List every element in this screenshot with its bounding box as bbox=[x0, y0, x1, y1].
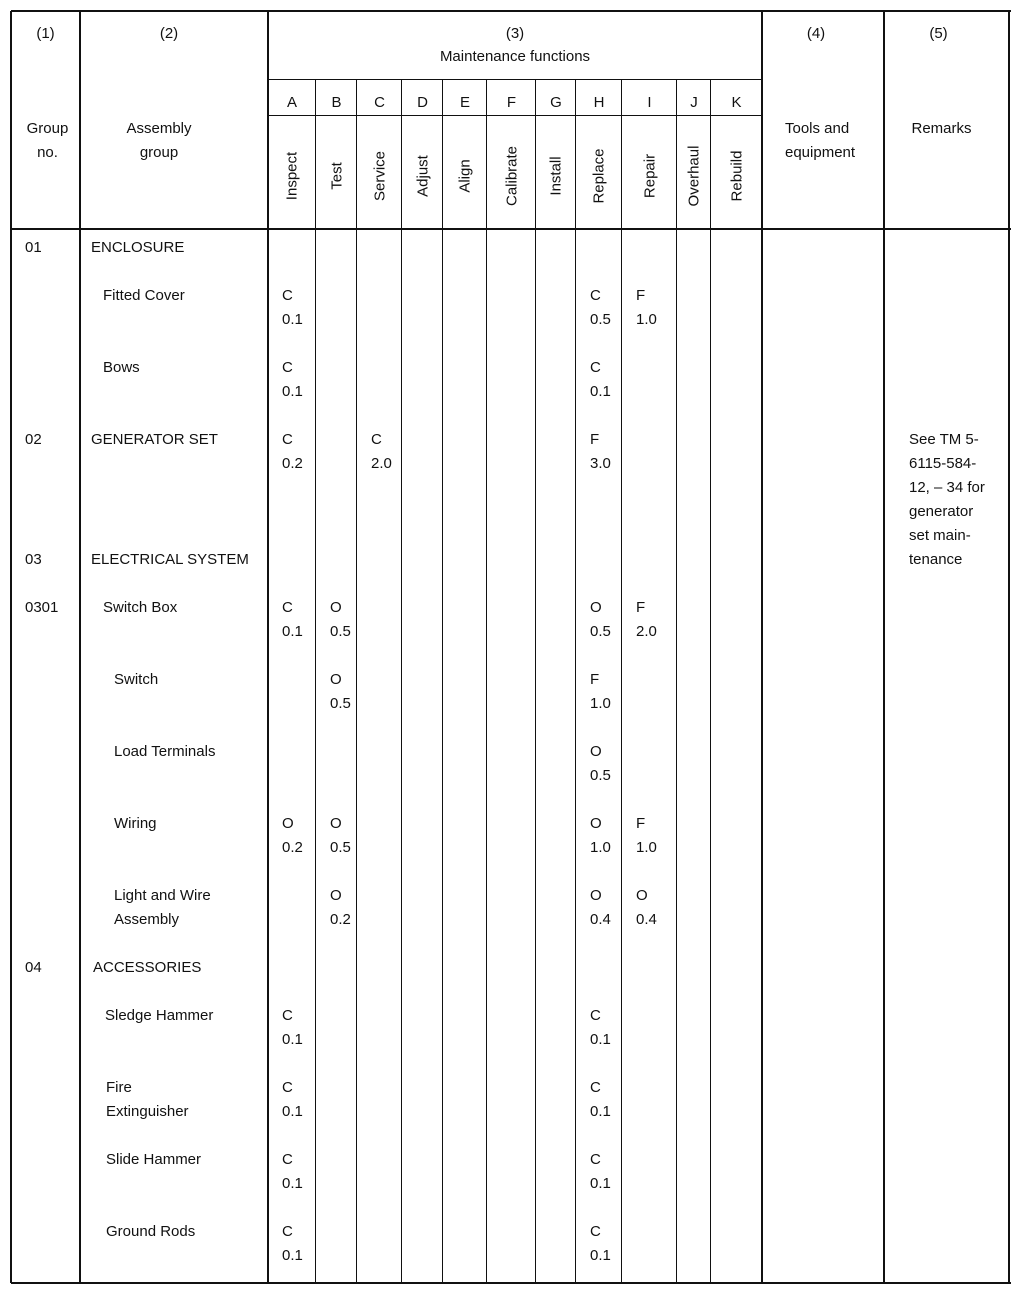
col5-number: (5) bbox=[929, 25, 948, 42]
maintenance-code-h: C bbox=[590, 1151, 601, 1168]
grid-vline bbox=[79, 11, 81, 1283]
maintenance-code-h: 0.1 bbox=[590, 1031, 611, 1048]
remarks-note: 6115-584- bbox=[909, 455, 977, 472]
maintenance-code-i: 1.0 bbox=[636, 839, 657, 856]
maintenance-code-a: 0.1 bbox=[282, 1175, 303, 1192]
group-number: 02 bbox=[25, 431, 42, 448]
assembly-group-header: Assembly bbox=[126, 120, 192, 137]
maintenance-code-i: F bbox=[636, 815, 646, 832]
group-number: 04 bbox=[25, 959, 42, 976]
maintenance-code-h: O bbox=[590, 599, 602, 616]
maintenance-code-b: O bbox=[330, 671, 342, 688]
function-letter-a: A bbox=[286, 94, 297, 111]
maintenance-code-b: 0.5 bbox=[330, 839, 351, 856]
function-name-rebuild: Rebuild bbox=[728, 150, 745, 202]
function-letter-d: D bbox=[417, 94, 428, 111]
maintenance-code-i: F bbox=[636, 287, 646, 304]
maintenance-code-b: 0.5 bbox=[330, 623, 351, 640]
grid-vline bbox=[575, 79, 576, 1283]
maintenance-code-a: 0.1 bbox=[282, 1031, 303, 1048]
group-no-header: no. bbox=[37, 144, 58, 161]
group-number: 01 bbox=[25, 239, 42, 256]
grid-vline bbox=[401, 79, 402, 1283]
remarks-note: 12, – 34 for bbox=[909, 479, 985, 496]
maintenance-code-h: O bbox=[590, 815, 602, 832]
maintenance-code-a: C bbox=[282, 599, 293, 616]
maintenance-code-h: C bbox=[590, 359, 601, 376]
maintenance-code-b: 0.2 bbox=[330, 911, 351, 928]
grid-vline bbox=[1008, 11, 1010, 1283]
assembly-name: Sledge Hammer bbox=[105, 1007, 214, 1024]
grid-vline bbox=[710, 79, 711, 1283]
grid-vline bbox=[761, 11, 763, 1283]
grid-hline-bottom bbox=[11, 1282, 1011, 1284]
remarks-note: generator bbox=[909, 503, 974, 520]
maintenance-code-a: 0.2 bbox=[282, 455, 303, 472]
function-letter-e: E bbox=[459, 94, 470, 111]
tools-equipment-header: Tools and bbox=[785, 120, 850, 137]
col2-number: (2) bbox=[159, 25, 179, 42]
maintenance-code-c: 2.0 bbox=[371, 455, 392, 472]
maintenance-code-i: 0.4 bbox=[636, 911, 657, 928]
assembly-name: Ground Rods bbox=[106, 1223, 196, 1240]
col1-number: (1) bbox=[36, 25, 55, 42]
maintenance-code-h: 0.1 bbox=[590, 1103, 611, 1120]
maintenance-code-h: 0.5 bbox=[590, 623, 611, 640]
maintenance-code-i: 1.0 bbox=[636, 311, 657, 328]
grid-vline bbox=[267, 11, 269, 1283]
maintenance-code-h: F bbox=[590, 431, 600, 448]
grid-vline bbox=[621, 79, 622, 1283]
assembly-name: Assembly bbox=[114, 911, 180, 928]
grid-hline-top bbox=[11, 10, 1011, 12]
grid-vline bbox=[10, 11, 12, 1283]
grid-vline bbox=[535, 79, 536, 1283]
tools-equipment-header: equipment bbox=[785, 144, 856, 161]
function-name-inspect: Inspect bbox=[283, 151, 301, 201]
function-name-test: Test bbox=[328, 162, 345, 190]
maintenance-code-h: C bbox=[590, 1007, 601, 1024]
maintenance-code-a: 0.2 bbox=[282, 839, 303, 856]
maintenance-code-a: 0.1 bbox=[282, 623, 303, 640]
maintenance-code-a: 0.1 bbox=[282, 383, 303, 400]
maintenance-code-i: F bbox=[636, 599, 646, 616]
maintenance-code-a: C bbox=[282, 1151, 293, 1168]
function-letter-c: C bbox=[374, 94, 385, 111]
maintenance-code-a: 0.1 bbox=[282, 311, 303, 328]
col4-number: (4) bbox=[806, 25, 826, 42]
grid-vline bbox=[315, 79, 316, 1283]
remarks-header: Remarks bbox=[911, 120, 972, 137]
maintenance-code-h: 0.1 bbox=[590, 383, 611, 400]
maintenance-code-h: 1.0 bbox=[590, 839, 611, 856]
assembly-name: ELECTRICAL SYSTEM bbox=[91, 551, 249, 568]
remarks-note: set main- bbox=[909, 527, 971, 544]
function-name-adjust: Adjust bbox=[414, 155, 431, 197]
maintenance-code-h: 0.5 bbox=[590, 767, 611, 784]
maintenance-code-a: C bbox=[282, 1007, 293, 1024]
col3-number: (3) bbox=[505, 25, 525, 42]
function-letter-b: B bbox=[331, 94, 342, 111]
function-name-replace: Replace bbox=[590, 148, 608, 204]
maintenance-code-h: 0.1 bbox=[590, 1175, 611, 1192]
group-number: 03 bbox=[25, 551, 42, 568]
grid-hline-letters bbox=[268, 115, 762, 116]
function-name-calibrate: Calibrate bbox=[503, 145, 520, 207]
maintenance-code-h: O bbox=[590, 743, 602, 760]
maintenance-code-i: O bbox=[636, 887, 648, 904]
assembly-name: GENERATOR SET bbox=[91, 431, 218, 448]
maintenance-code-h: 3.0 bbox=[590, 455, 611, 472]
assembly-name: Extinguisher bbox=[106, 1103, 189, 1120]
assembly-name: Switch Box bbox=[103, 599, 178, 616]
grid-vline bbox=[486, 79, 487, 1283]
assembly-name: Wiring bbox=[114, 815, 157, 832]
maintenance-code-a: C bbox=[282, 287, 293, 304]
maintenance-code-h: 0.4 bbox=[590, 911, 611, 928]
grid-vline bbox=[356, 79, 357, 1283]
assembly-name: Light and Wire bbox=[114, 887, 211, 904]
maintenance-code-h: F bbox=[590, 671, 600, 688]
function-letter-g: G bbox=[550, 94, 562, 111]
function-name-overhaul: Overhaul bbox=[685, 145, 703, 207]
assembly-group-header: group bbox=[139, 144, 179, 161]
maintenance-code-h: 0.1 bbox=[590, 1247, 611, 1264]
grid-hline-header bbox=[11, 228, 1011, 230]
group-number: 0301 bbox=[25, 599, 59, 616]
maintenance-code-a: 0.1 bbox=[282, 1103, 303, 1120]
maintenance-code-h: O bbox=[590, 887, 602, 904]
function-name-repair: Repair bbox=[641, 153, 658, 199]
assembly-name: Load Terminals bbox=[114, 743, 216, 760]
remarks-note: See TM 5- bbox=[909, 431, 979, 448]
assembly-name: ACCESSORIES bbox=[93, 959, 202, 976]
maintenance-code-b: O bbox=[330, 815, 342, 832]
grid-hline-functions bbox=[268, 79, 762, 80]
maintenance-code-h: 1.0 bbox=[590, 695, 611, 712]
function-letter-i: I bbox=[647, 94, 652, 111]
maintenance-code-h: C bbox=[590, 1223, 601, 1240]
maintenance-code-b: O bbox=[330, 887, 342, 904]
maintenance-code-a: O bbox=[282, 815, 294, 832]
function-name-service: Service bbox=[371, 150, 388, 202]
grid-vline bbox=[883, 11, 885, 1283]
maintenance-code-a: C bbox=[282, 359, 293, 376]
assembly-name: Bows bbox=[103, 359, 140, 376]
maintenance-code-b: 0.5 bbox=[330, 695, 351, 712]
maintenance-code-b: O bbox=[330, 599, 342, 616]
function-letter-h: H bbox=[593, 94, 605, 111]
function-name-align: Align bbox=[456, 159, 474, 193]
function-name-install: Install bbox=[547, 156, 565, 196]
maintenance-code-i: 2.0 bbox=[636, 623, 657, 640]
maintenance-code-a: 0.1 bbox=[282, 1247, 303, 1264]
maintenance-functions-title: Maintenance functions bbox=[439, 48, 591, 65]
function-letter-f: F bbox=[506, 94, 517, 111]
maintenance-code-a: C bbox=[282, 431, 293, 448]
maintenance-code-c: C bbox=[371, 431, 382, 448]
grid-vline bbox=[676, 79, 677, 1283]
function-letter-j: J bbox=[690, 94, 698, 111]
assembly-name: Fitted Cover bbox=[103, 287, 185, 304]
assembly-name: ENCLOSURE bbox=[91, 239, 185, 256]
assembly-name: Fire bbox=[106, 1079, 132, 1096]
grid-vline bbox=[442, 79, 443, 1283]
maintenance-code-h: 0.5 bbox=[590, 311, 611, 328]
assembly-name: Switch bbox=[114, 671, 159, 688]
maintenance-code-a: C bbox=[282, 1079, 293, 1096]
maintenance-code-h: C bbox=[590, 1079, 601, 1096]
group-no-header: Group bbox=[26, 120, 69, 137]
remarks-note: tenance bbox=[909, 551, 963, 568]
function-letter-k: K bbox=[731, 94, 742, 111]
maintenance-code-a: C bbox=[282, 1223, 293, 1240]
maintenance-code-h: C bbox=[590, 287, 601, 304]
assembly-name: Slide Hammer bbox=[106, 1151, 202, 1168]
